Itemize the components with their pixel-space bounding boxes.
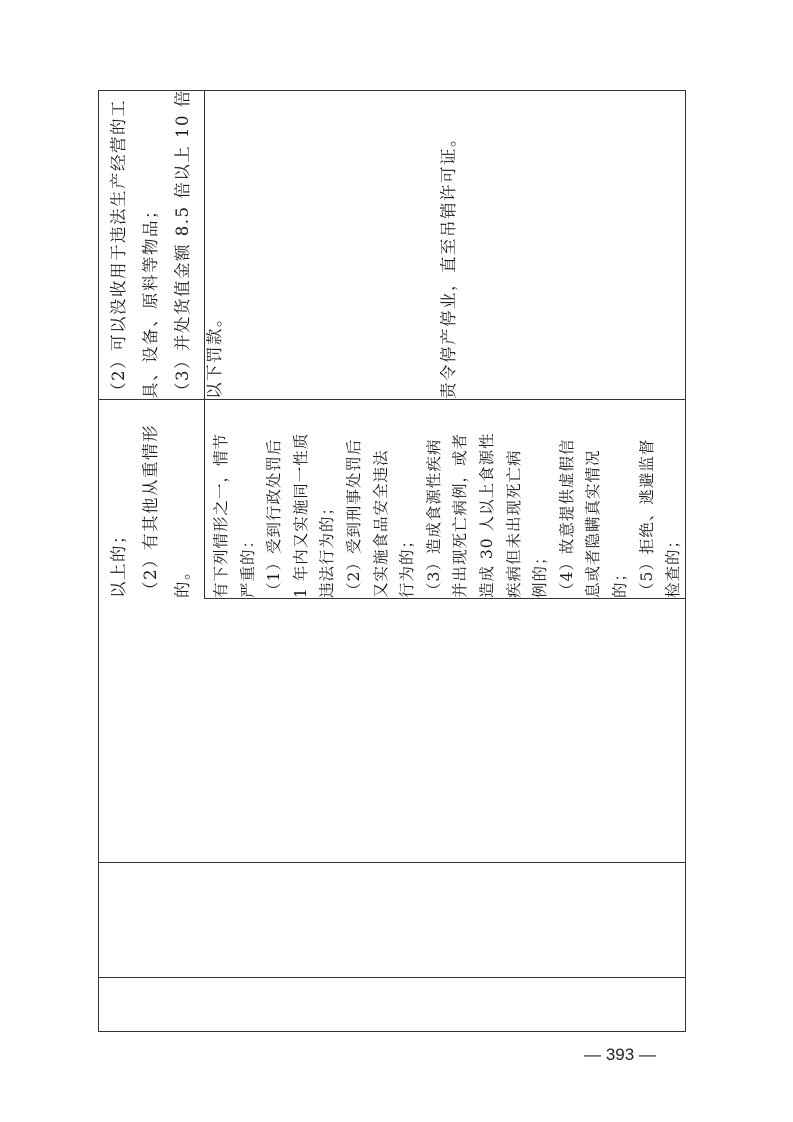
serious-line: 严重的： [238,531,257,598]
circumstance-line: 以上的； [109,526,128,598]
circumstance-line: （2）有其他从重情形 [141,424,160,598]
serious-line: 又实施食品安全违法 [371,449,390,598]
serious-line: 违法行为的； [318,498,337,598]
serious-line: 的； [610,564,629,598]
serious-line: 有下列情形之一，情节 [212,432,230,598]
table-column-divider-middle [204,399,205,598]
serious-penalty-text: 责令停产停业，直至吊销许可证。 [439,129,458,399]
serious-line: 例的； [531,548,550,598]
serious-line: 疾病但未出现死亡病 [504,449,523,598]
serious-line: 并出现死亡病例，或者 [451,432,470,598]
circumstance-cell-continued [103,406,199,598]
serious-line: （2）受到刑事处罚后 [344,438,363,598]
penalty-line: 具、设备、原料等物品； [141,201,160,399]
serious-line: （3）造成食源性疾病 [424,438,443,598]
serious-line: （1）受到行政处罚后 [265,438,284,598]
page-number: — 393 — [584,1045,656,1064]
penalty-line: （2）可以没收用于违法生产经营的工 [109,99,128,399]
circumstance-line: 的。 [173,562,192,598]
serious-circumstance-cell [208,406,687,598]
serious-line: 检查的； [664,531,683,598]
serious-line: （5）拒绝、逃避监督 [637,438,656,598]
serious-line: （4）故意提供虚假信 [557,438,576,598]
table-divider-upper [98,399,686,400]
table-divider-bottom [98,977,686,978]
serious-line: 造成 30 人以上食源性 [477,432,496,598]
penalty-line: 以下罚款。 [205,309,224,399]
table-row-divider-serious [204,598,686,599]
serious-penalty-cell [433,94,465,399]
serious-line: 息或者隐瞒真实情况 [584,449,603,598]
table-divider-lower [98,862,686,863]
penalty-line: （3）并处货值金额 8.5 倍以上 10 倍 [173,89,192,399]
serious-line: 行为的； [398,531,417,598]
penalty-cell [103,89,231,399]
serious-line: 1 年内又实施同一性质 [291,432,310,598]
